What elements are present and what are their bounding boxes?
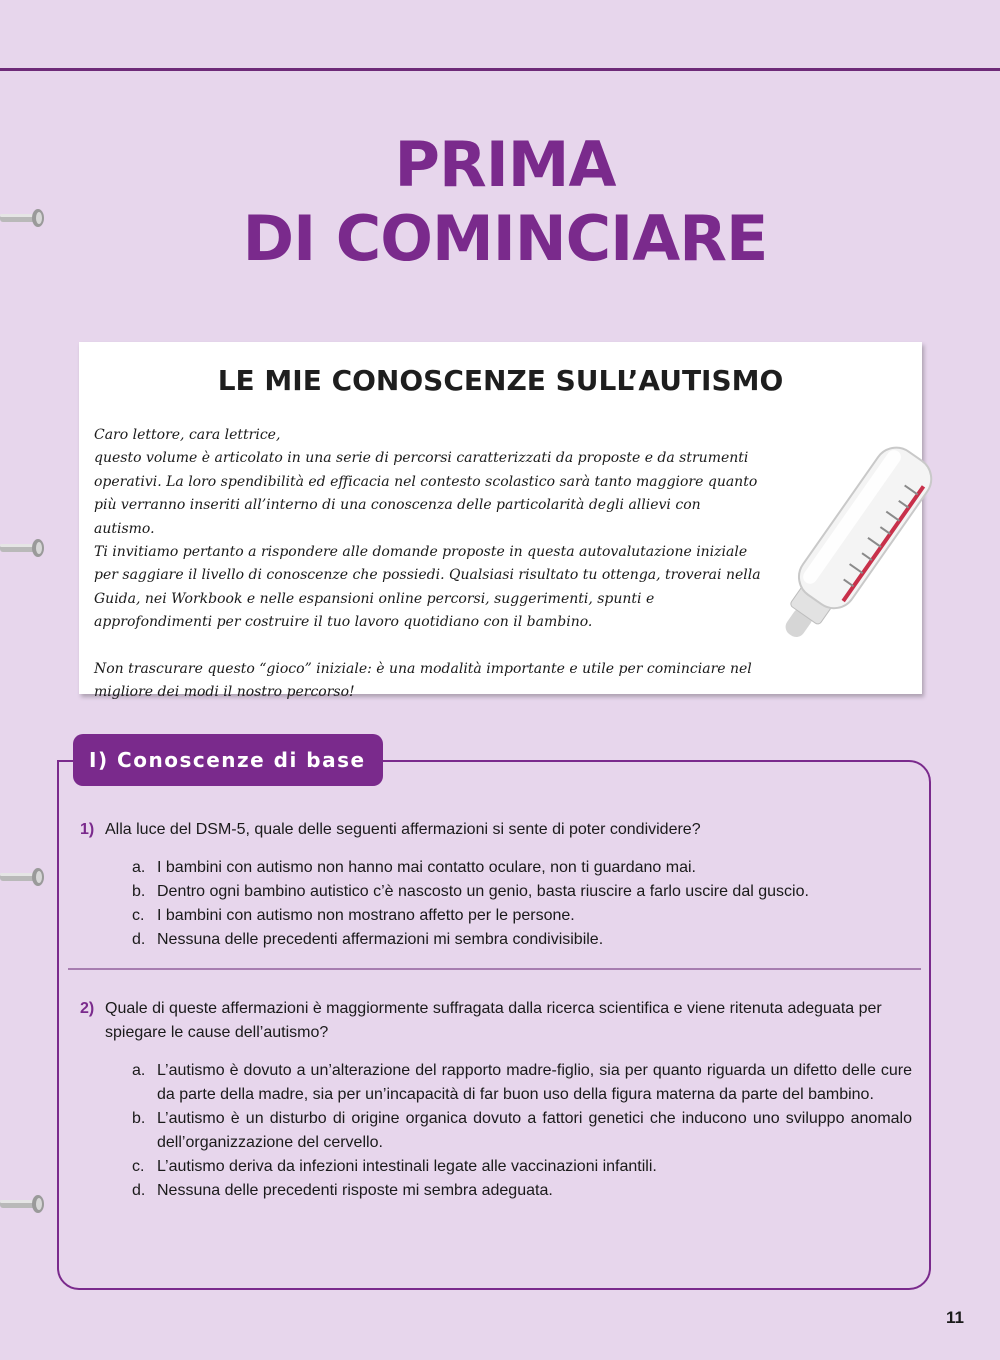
page-title	[0, 128, 1000, 276]
option-text: Dentro ogni bambino autistico c’è nascosto un genio, basta riuscire a farlo uscire dal guscio.	[157, 883, 809, 900]
question-number: 1)	[80, 821, 95, 838]
binder-ring-icon	[0, 1193, 46, 1215]
answer-option-c[interactable]	[80, 1155, 912, 1179]
binder-ring-icon	[0, 537, 46, 559]
option-letter: c.	[132, 1158, 145, 1175]
baby-bottle-icon	[764, 427, 974, 677]
option-text: Nessuna delle precedenti risposte mi sembra adeguata.	[157, 1182, 553, 1199]
option-letter: d.	[132, 1182, 146, 1199]
binder-ring-icon	[0, 866, 46, 888]
intro-paragraph: Caro lettore, cara lettrice,	[94, 427, 281, 443]
option-letter: d.	[132, 931, 146, 948]
option-letter: a.	[132, 1062, 146, 1079]
option-text: I bambini con autismo non hanno mai contatto oculare, non ti guardano mai.	[157, 859, 696, 876]
option-text: I bambini con autismo non mostrano affetto per le persone.	[157, 907, 575, 924]
answer-option-d[interactable]	[80, 1179, 912, 1203]
option-letter: b.	[132, 883, 146, 900]
intro-heading: LE MIE CONOSCENZE SULL’AUTISMO	[217, 364, 784, 397]
answer-option-a[interactable]	[80, 1059, 912, 1107]
option-letter: b.	[132, 1110, 146, 1127]
question-label: Quale di queste affermazioni è maggiormente suffragata dalla ricerca scientifica e viene ritenuta adeguata per spiegare le cause dell’autismo?	[105, 1000, 882, 1041]
section-title: I) Conoscenze di base	[73, 734, 383, 786]
question-1	[80, 818, 912, 952]
answer-option-a[interactable]	[80, 856, 912, 880]
answer-options	[80, 856, 912, 952]
option-text: L’autismo è un disturbo di origine organica dovuto a fattori genetici che inducono uno sviluppo anomalo dell’organizzazione del cervello.	[157, 1110, 912, 1151]
intro-box	[79, 342, 922, 701]
option-letter: a.	[132, 859, 146, 876]
answer-options	[80, 1059, 912, 1203]
option-text: L’autismo è dovuto a un’alterazione del rapporto madre-figlio, sia per quanto riguarda un difetto delle cure da parte della madre, sia per un’incapacità di far buon uso della figura materna da parte del bambino.	[157, 1062, 912, 1103]
intro-paragraph: Ti invitiamo pertanto a rispondere alle domande proposte in questa autovalutazione iniziale per saggiare il livello di conoscenze che possiedi. Qualsiasi risultato tu ottenga, troverai nella Guida, nei Workbook e nelle espansioni online percorsi, suggerimenti, spunti e approfondimenti per costruire il tuo lavoro quotidiano con il bambino.	[94, 544, 761, 631]
top-rule	[0, 68, 1000, 71]
question-number: 2)	[80, 1000, 95, 1017]
intro-paragraph: questo volume è articolato in una serie di percorsi caratterizzati da proposte e da strumenti operativi. La loro spendibilità ed efficacia nel contesto scolastico sarà tanto maggiore quanto più verranno inseriti all’interno di una conoscenza delle particolarità degli allievi con autismo.	[94, 450, 758, 537]
answer-option-b[interactable]	[80, 1107, 912, 1155]
page-number: 11	[946, 1308, 964, 1327]
answer-option-d[interactable]	[80, 928, 912, 952]
option-text: L’autismo deriva da infezioni intestinali legate alle vaccinazioni infantili.	[157, 1158, 657, 1175]
page-title-line: PRIMA	[394, 128, 616, 201]
page-title-line: DI COMINCIARE	[242, 202, 768, 275]
question-label: Alla luce del DSM-5, quale delle seguenti affermazioni si sente di poter condividere?	[105, 821, 701, 838]
answer-option-c[interactable]	[80, 904, 912, 928]
option-letter: c.	[132, 907, 145, 924]
option-text: Nessuna delle precedenti affermazioni mi sembra condivisibile.	[157, 931, 604, 948]
intro-paragraph: Non trascurare questo “gioco” iniziale: è una modalità importante e utile per cominciare nel migliore dei modi il nostro percorso!	[94, 660, 752, 701]
intro-text	[94, 424, 764, 704]
question-text	[80, 997, 912, 1045]
question-2	[80, 997, 912, 1203]
question-divider	[68, 968, 921, 970]
question-text	[80, 818, 912, 842]
answer-option-b[interactable]	[80, 880, 912, 904]
